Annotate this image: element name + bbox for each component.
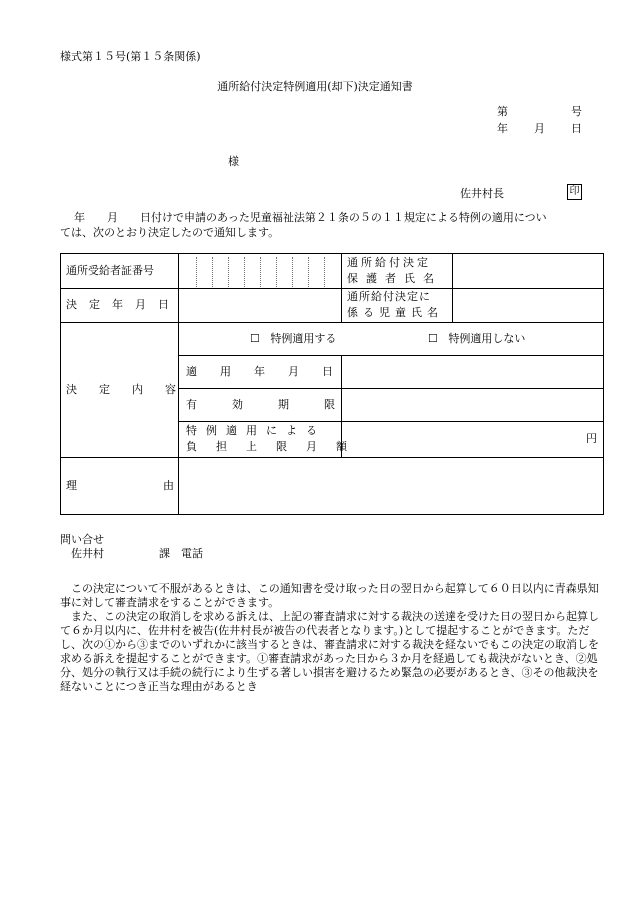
option-apply-label: 特例適用する <box>270 332 337 345</box>
guardian-name-label-1: 通所給付決定 <box>347 256 431 269</box>
number-suffix: 号 <box>571 105 582 118</box>
child-name-label-2: 係る児童氏名 <box>347 306 443 319</box>
checkbox-not-apply[interactable]: ☐ <box>428 332 438 345</box>
digit-divider <box>228 257 229 287</box>
option-not-apply[interactable] <box>428 332 525 346</box>
document-title: 通所給付決定特例適用(却下)決定通知書 <box>217 80 413 93</box>
table-line <box>341 253 342 323</box>
child-name-label-1: 通所給付決定に <box>347 290 431 303</box>
table-line <box>60 514 604 515</box>
table-line <box>60 457 604 458</box>
form-number: 様式第１５号(第１５条関係) <box>60 50 201 63</box>
seal-mark: 印 <box>567 184 582 200</box>
date-month: 月 <box>534 122 545 135</box>
appeal-notice <box>60 582 605 694</box>
digit-divider <box>196 257 197 287</box>
option-apply[interactable] <box>250 332 336 346</box>
table-line <box>452 253 453 323</box>
notice-paragraph-1: この決定について不服があるときは、この通知書を受け取った日の翌日から起算して６０日以内に青森県知事に対して審査請求をすることができます。 <box>60 582 599 609</box>
digit-divider <box>276 257 277 287</box>
table-line <box>603 253 604 515</box>
recipient-number-label: 通所受給者証番号 <box>66 264 154 277</box>
table-line <box>60 253 61 515</box>
reason-label: 理由 <box>66 479 260 492</box>
yen-unit: 円 <box>586 432 597 445</box>
table-line <box>178 355 604 356</box>
digit-divider <box>308 257 309 287</box>
inquiry-title: 問い合せ <box>60 533 104 546</box>
addressee-honorific: 様 <box>228 155 239 168</box>
digit-divider <box>324 257 325 287</box>
digit-divider <box>260 257 261 287</box>
table-line <box>178 421 604 422</box>
apply-date-label: 適用年月日 <box>186 365 356 378</box>
table-line <box>178 388 604 389</box>
decision-content-label: 決定内容 <box>66 383 198 396</box>
checkbox-apply[interactable]: ☐ <box>250 332 260 345</box>
inquiry-detail: 佐井村 課 電話 <box>71 547 203 560</box>
table-line <box>60 288 604 289</box>
digit-divider <box>244 257 245 287</box>
date-year: 年 <box>497 122 508 135</box>
notice-paragraph-2: また、この決定の取消しを求める訴えは、上記の審査請求に対する裁決の送達を受けた日の翌日から起算して６か月以内に、佐井村を被告(佐井村長が被告の代表者となります。)として提起することができます。ただし、次の①から③までのいずれかに該当するときは、審査請求に対する裁決を経ないでもこの決定の取消しを求める訴えを提起することができます。①審査請求があった日から３か月を経過しても裁決がないとき、②処分、処分の執行又は手続の続行により生ずる著しい損害を避けるため緊急の必要があるとき、③その他裁決を経ないことにつき正当な理由があるとき <box>60 610 599 693</box>
number-prefix: 第 <box>497 105 508 118</box>
table-line <box>60 253 604 254</box>
intro-line-1: 年 月 日付けで申請のあった児童福祉法第２１条の５の１１規定による特例の適用につい <box>74 211 547 224</box>
option-not-apply-label: 特例適用しない <box>448 332 526 345</box>
intro-line-2: ては、次のとおり決定したので通知します。 <box>60 226 280 239</box>
limit-label-2: 負担上限月額 <box>186 440 366 453</box>
guardian-name-label-2: 保護者氏名 <box>347 272 442 285</box>
decision-date-label: 決定年月日 <box>66 298 181 311</box>
date-day: 日 <box>571 122 582 135</box>
validity-label: 有効期限 <box>186 398 370 411</box>
digit-divider <box>212 257 213 287</box>
digit-divider <box>292 257 293 287</box>
inquiry-block <box>60 533 203 561</box>
sender-name: 佐井村長 <box>460 187 504 200</box>
limit-label-1: 特例適用による <box>186 424 326 437</box>
table-line <box>60 322 604 323</box>
